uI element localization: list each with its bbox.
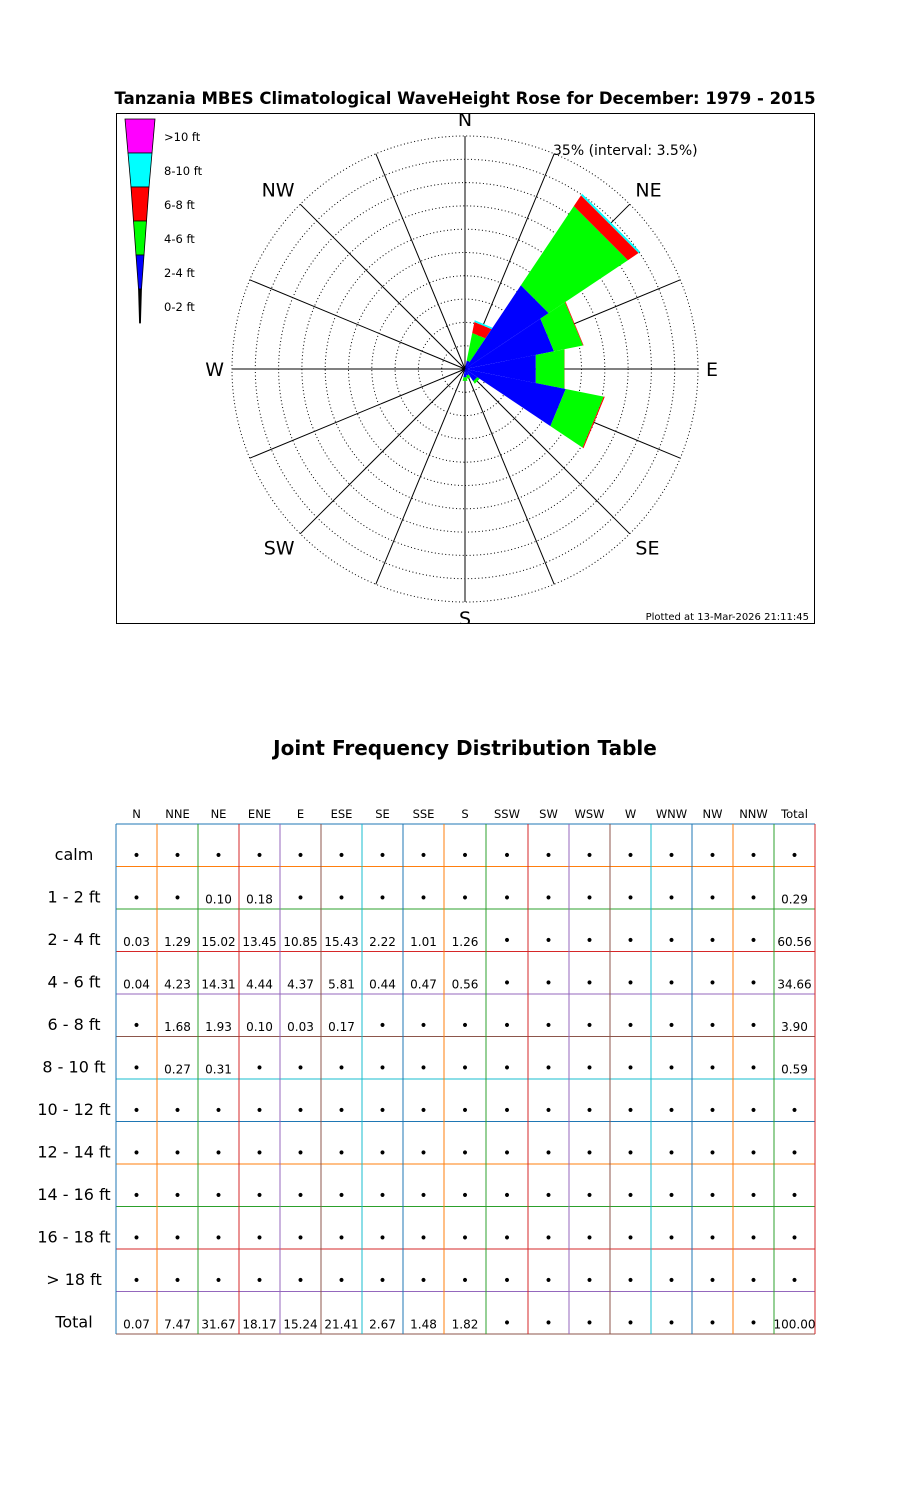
table-cell: 0.04	[123, 977, 150, 992]
table-cell: •	[544, 933, 553, 949]
table-cell: •	[173, 1188, 182, 1204]
column-header-SE: SE	[375, 807, 390, 821]
table-cell: •	[544, 975, 553, 992]
table-cell: •	[544, 1188, 553, 1204]
table-cell: 0.27	[164, 1062, 191, 1077]
table-cell: •	[132, 1103, 141, 1119]
row-label: 6 - 8 ft	[47, 1015, 101, 1034]
table-cell: •	[255, 1103, 264, 1119]
table-cell: •	[378, 1273, 387, 1289]
table-cell: •	[749, 975, 758, 992]
table-cell: •	[419, 1273, 428, 1289]
table-cell: •	[502, 1145, 512, 1162]
table-cell: •	[214, 1230, 223, 1247]
table-cell: •	[790, 1230, 799, 1247]
table-cell: •	[337, 1060, 346, 1077]
table-cell: •	[132, 1273, 141, 1289]
row-label: calm	[54, 845, 94, 864]
row-label: Total	[55, 1312, 93, 1332]
table-cell: •	[585, 1188, 594, 1204]
table-cell: 15.24	[283, 1317, 318, 1332]
table-cell: •	[708, 1060, 717, 1077]
table-cell: •	[296, 1188, 305, 1204]
table-cell: 1.01	[410, 935, 437, 949]
row-label: > 18 ft	[46, 1270, 102, 1289]
table-cell: •	[419, 890, 428, 907]
table-cell: 1.26	[451, 935, 479, 949]
column-header-N: N	[132, 807, 141, 821]
table-cell: •	[502, 1315, 512, 1332]
table-cell: •	[378, 890, 387, 907]
table-cell: •	[296, 1145, 305, 1162]
column-header-NNE: NNE	[165, 807, 190, 821]
compass-label-E: E	[706, 359, 719, 381]
table-cell: •	[667, 1060, 676, 1077]
table-cell: •	[460, 890, 470, 907]
table-cell: 0.03	[123, 935, 150, 949]
column-header-SSE: SSE	[412, 807, 435, 821]
table-cell: 15.02	[201, 935, 236, 949]
chart-title: Tanzania MBES Climatological WaveHeight Rose for December: 1979 - 2015	[114, 89, 816, 108]
table-cell: •	[296, 848, 305, 864]
table-cell: •	[255, 1188, 264, 1204]
table-cell: •	[667, 1145, 676, 1162]
table-cell: •	[626, 1018, 635, 1034]
table-cell: •	[626, 1060, 635, 1077]
table-cell: •	[790, 1103, 799, 1119]
legend-label-4: 2-4 ft	[164, 266, 195, 280]
compass-label-SE: SE	[635, 537, 660, 560]
column-header-S: S	[461, 807, 469, 821]
table-cell: 0.07	[123, 1317, 150, 1332]
table-cell: •	[255, 1145, 264, 1162]
table-cell: •	[460, 1273, 470, 1289]
table-cell: •	[667, 933, 676, 949]
table-cell: 15.43	[324, 935, 359, 949]
row-label: 12 - 14 ft	[37, 1142, 111, 1162]
column-header-NW: NW	[702, 807, 723, 821]
table-cell: •	[749, 1103, 758, 1119]
table-cell: •	[626, 890, 635, 907]
table-cell: •	[419, 1018, 428, 1034]
table-cell: 0.31	[205, 1062, 232, 1077]
row-label: 14 - 16 ft	[37, 1185, 111, 1204]
table-cell: 7.47	[164, 1317, 191, 1332]
table-cell: 10.85	[283, 935, 318, 949]
table-cell: •	[173, 1230, 182, 1247]
table-cell: •	[378, 1103, 387, 1119]
table-cell: •	[544, 890, 553, 907]
row-label: 8 - 10 ft	[42, 1057, 106, 1077]
row-label: 4 - 6 ft	[47, 972, 101, 992]
table-cell: •	[460, 1230, 470, 1247]
table-cell: •	[626, 975, 635, 992]
table-cell: •	[214, 1145, 223, 1162]
table-cell: 1.82	[451, 1317, 479, 1332]
table-cell: •	[585, 975, 594, 992]
scale-label: 35% (interval: 3.5%)	[553, 143, 698, 159]
table-cell: •	[626, 1273, 635, 1289]
table-cell: •	[460, 1188, 470, 1204]
table-cell: •	[132, 890, 141, 907]
table-cell: •	[667, 1230, 676, 1247]
table-cell: 0.44	[369, 977, 396, 992]
table-cell: •	[296, 890, 305, 907]
table-cell: 0.47	[410, 977, 437, 992]
table-cell: •	[378, 1018, 387, 1034]
table-cell: •	[337, 1273, 346, 1289]
table-cell: •	[296, 1103, 305, 1119]
table-cell: •	[626, 1188, 635, 1204]
table-cell: •	[132, 848, 141, 864]
table-cell: •	[132, 1188, 141, 1204]
table-cell: •	[132, 1060, 141, 1077]
legend-label-3: 4-6 ft	[164, 232, 195, 246]
table-cell: •	[626, 933, 635, 949]
table-cell: •	[790, 1145, 799, 1162]
table-cell: •	[502, 848, 512, 864]
table-cell: 3.90	[781, 1020, 808, 1034]
table-cell: •	[173, 890, 182, 907]
table-cell: •	[502, 975, 512, 992]
table-cell: •	[544, 1273, 553, 1289]
table-cell: •	[460, 1060, 470, 1077]
table-cell: •	[460, 1103, 470, 1119]
table-cell: •	[502, 1188, 512, 1204]
table-cell: •	[378, 848, 387, 864]
table-cell: •	[749, 1018, 758, 1034]
table-cell: •	[214, 848, 223, 864]
table-cell: •	[296, 1060, 305, 1077]
table-cell: 31.67	[201, 1317, 236, 1332]
table-cell: •	[749, 890, 758, 907]
table-cell: •	[337, 890, 346, 907]
table-cell: •	[708, 1018, 717, 1034]
table-cell: •	[749, 1060, 758, 1077]
table-cell: •	[585, 1060, 594, 1077]
table-cell: •	[667, 1315, 676, 1332]
table-cell: 0.18	[246, 892, 273, 907]
table-cell: •	[214, 1273, 223, 1289]
table-cell: 2.67	[369, 1317, 396, 1332]
table-cell: •	[419, 1060, 428, 1077]
table-cell: •	[502, 890, 512, 907]
table-cell: •	[708, 1230, 717, 1247]
table-cell: •	[749, 1188, 758, 1204]
table-cell: •	[460, 1145, 470, 1162]
table-cell: •	[667, 975, 676, 992]
table-cell: 0.59	[781, 1062, 808, 1077]
table-cell: •	[255, 1273, 264, 1289]
table-cell: •	[337, 1230, 346, 1247]
table-cell: •	[460, 1018, 470, 1034]
table-cell: •	[790, 848, 799, 864]
table-cell: •	[667, 1018, 676, 1034]
table-cell: •	[132, 1018, 141, 1034]
table-cell: 2.22	[369, 935, 396, 949]
compass-label-NW: NW	[261, 179, 295, 202]
compass-label-N: N	[457, 113, 473, 131]
table-cell: •	[708, 848, 717, 864]
column-header-WSW: WSW	[574, 807, 605, 821]
table-cell: •	[296, 1273, 305, 1289]
table-cell: •	[419, 1230, 428, 1247]
table-cell: •	[749, 1315, 758, 1332]
column-header-ENE: ENE	[247, 807, 272, 821]
table-cell: •	[502, 1060, 512, 1077]
table-cell: 4.23	[164, 977, 191, 992]
table-cell: •	[708, 933, 717, 949]
table-cell: •	[378, 1060, 387, 1077]
table-cell: •	[419, 848, 428, 864]
table-cell: •	[585, 890, 594, 907]
table-cell: •	[667, 848, 676, 864]
table-cell: •	[708, 890, 717, 907]
table-cell: •	[378, 1230, 387, 1247]
table-cell: •	[502, 1018, 512, 1034]
column-header-ESE: ESE	[330, 807, 353, 821]
row-label: 1 - 2 ft	[47, 887, 101, 907]
table-cell: •	[585, 1018, 594, 1034]
table-cell: •	[502, 933, 512, 949]
table-cell: •	[419, 1103, 428, 1119]
table-cell: 18.17	[242, 1317, 277, 1332]
table-cell: •	[749, 1145, 758, 1162]
table-cell: •	[378, 1145, 387, 1162]
column-header-NNW: NNW	[739, 807, 768, 821]
table-cell: •	[749, 1273, 758, 1289]
table-cell: •	[708, 975, 717, 992]
table-cell: •	[173, 1145, 182, 1162]
column-header-Total: Total	[781, 807, 808, 821]
table-cell: •	[708, 1145, 717, 1162]
table-cell: •	[173, 1273, 182, 1289]
table-cell: •	[790, 1273, 799, 1289]
table-cell: 100.00	[773, 1317, 816, 1332]
table-cell: •	[337, 1145, 346, 1162]
compass-label-SW: SW	[263, 537, 295, 560]
column-header-WNW: WNW	[655, 807, 688, 821]
table-cell: •	[585, 1103, 594, 1119]
table-cell: •	[132, 1230, 141, 1247]
table-cell: •	[626, 1315, 635, 1332]
plotted-at-timestamp: Plotted at 13-Mar-2026 21:11:45	[645, 612, 809, 623]
table-cell: 21.41	[324, 1317, 359, 1332]
table-cell: 1.48	[410, 1317, 437, 1332]
table-cell: •	[585, 1145, 594, 1162]
table-cell: •	[585, 848, 594, 864]
compass-label-NE: NE	[635, 179, 662, 202]
table-cell: •	[296, 1230, 305, 1247]
table-cell: •	[708, 1188, 717, 1204]
column-header-SW: SW	[539, 807, 558, 821]
table-cell: 34.66	[777, 977, 812, 992]
table-cell: •	[544, 1230, 553, 1247]
table-cell: •	[626, 1103, 635, 1119]
table-cell: •	[378, 1188, 387, 1204]
table-cell: •	[667, 890, 676, 907]
table-cell: •	[337, 1103, 346, 1119]
table-cell: •	[337, 848, 346, 864]
table-cell: •	[132, 1145, 141, 1162]
row-label: 2 - 4 ft	[47, 930, 101, 949]
table-cell: •	[544, 1103, 553, 1119]
row-label: 10 - 12 ft	[37, 1100, 111, 1119]
column-header-W: W	[624, 807, 637, 821]
table-cell: 4.37	[287, 977, 314, 992]
table-cell: •	[667, 1188, 676, 1204]
table-cell: •	[749, 933, 758, 949]
compass-label-W: W	[205, 359, 224, 381]
table-cell: •	[790, 1188, 799, 1204]
table-cell: •	[255, 1230, 264, 1247]
legend-label-5: 0-2 ft	[164, 300, 195, 314]
table-cell: 0.29	[781, 892, 808, 907]
table-cell: •	[585, 933, 594, 949]
table-cell: •	[255, 848, 264, 864]
table-cell: •	[708, 1103, 717, 1119]
table-cell: •	[708, 1315, 717, 1332]
table-cell: •	[255, 1060, 264, 1077]
table-cell: •	[626, 1145, 635, 1162]
table-cell: •	[544, 1060, 553, 1077]
legend-label-2: 6-8 ft	[164, 198, 195, 212]
table-cell: •	[585, 1230, 594, 1247]
table-cell: 13.45	[242, 935, 277, 949]
table-cell: •	[667, 1273, 676, 1289]
table-cell: •	[544, 1145, 553, 1162]
table-cell: 0.17	[328, 1020, 355, 1034]
table-cell: •	[626, 848, 635, 864]
table-cell: •	[502, 1230, 512, 1247]
table-cell: 1.29	[164, 935, 191, 949]
table-cell: •	[626, 1230, 635, 1247]
table-cell: 60.56	[777, 935, 812, 949]
table-cell: 1.93	[205, 1020, 232, 1034]
table-cell: •	[173, 1103, 182, 1119]
column-header-E: E	[296, 807, 305, 821]
table-cell: •	[749, 1230, 758, 1247]
table-cell: •	[460, 848, 470, 864]
table-cell: •	[667, 1103, 676, 1119]
table-cell: 0.10	[246, 1020, 273, 1034]
table-cell: 0.56	[451, 977, 479, 992]
table-cell: •	[419, 1145, 428, 1162]
column-header-SSW: SSW	[494, 807, 520, 821]
compass-label-S: S	[458, 608, 472, 624]
table-cell: 4.44	[246, 977, 273, 992]
table-cell: •	[337, 1188, 346, 1204]
table-cell: •	[173, 848, 182, 864]
table-cell: •	[502, 1273, 512, 1289]
table-cell: •	[502, 1103, 512, 1119]
table-cell: •	[214, 1188, 223, 1204]
table-cell: 1.68	[164, 1020, 191, 1034]
column-header-NE: NE	[210, 807, 227, 821]
table-cell: •	[544, 1018, 553, 1034]
table-cell: •	[214, 1103, 223, 1119]
table-cell: 0.03	[287, 1020, 314, 1034]
table-cell: •	[544, 1315, 553, 1332]
table-cell: •	[419, 1188, 428, 1204]
table-title: Joint Frequency Distribution Table	[273, 736, 657, 760]
legend-label-0: >10 ft	[164, 130, 201, 144]
table-cell: 5.81	[328, 977, 355, 992]
row-label: 16 - 18 ft	[37, 1227, 111, 1247]
table-cell: 14.31	[201, 977, 236, 992]
table-cell: •	[749, 848, 758, 864]
table-cell: •	[585, 1315, 594, 1332]
table-cell: 0.10	[205, 892, 232, 907]
table-cell: •	[544, 848, 553, 864]
table-cell: •	[585, 1273, 594, 1289]
legend-label-1: 8-10 ft	[164, 164, 203, 178]
table-cell: •	[708, 1273, 717, 1289]
